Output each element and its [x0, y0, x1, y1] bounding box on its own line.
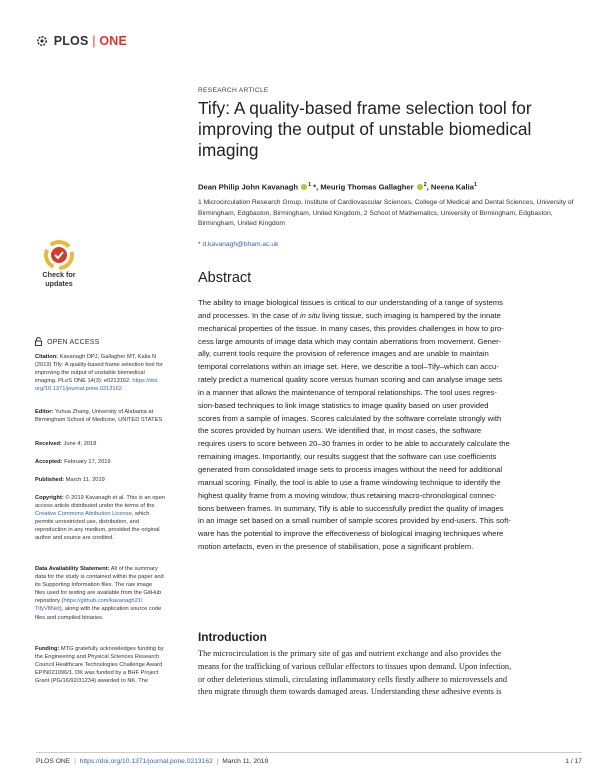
orcid-icon[interactable] — [417, 184, 423, 190]
open-access-badge — [35, 337, 100, 346]
abstract-line: tions between frames. In summary, Tify is able to successfully predict the quality of images — [198, 503, 504, 513]
abstract-body — [198, 297, 588, 554]
check-updates-line: updates — [45, 278, 73, 288]
abstract-line: the scores provided by human users. We identified that, in most cases, the software — [198, 426, 482, 436]
orcid-icon[interactable] — [301, 184, 307, 190]
plos-logo-icon — [36, 35, 48, 47]
copyright-line: author and source are credited. — [35, 535, 115, 542]
introduction-body — [198, 648, 590, 699]
doi-link[interactable]: org/10.1371/journal.pone.0213162 — [35, 386, 122, 393]
data-line: ), along with the application source code — [59, 606, 162, 613]
editor-line: Birmingham School of Medicine, UNITED STATES — [35, 417, 163, 424]
published-date — [35, 476, 187, 484]
abstract-line: and processes. In the case of in situ living tissue, such imaging is hampered by the innate — [198, 310, 501, 320]
copyright-block — [35, 494, 187, 543]
citation-block — [35, 353, 187, 393]
copyright-label: Copyright: — [35, 495, 64, 501]
published-value: March 11, 2019 — [65, 477, 105, 483]
funding-block — [35, 645, 187, 685]
article-title: Tify: A quality-based frame selection tool for improving the output of unstable biomedical imaging — [198, 98, 532, 161]
copyright-line: © 2019 Kavanagh et al. This is an open — [65, 495, 165, 501]
editor-block — [35, 408, 187, 424]
data-line: data for the study is contained within the paper and — [35, 574, 164, 581]
author-name[interactable]: Dean Philip John Kavanagh — [198, 182, 299, 192]
data-line: repository ( — [35, 598, 64, 605]
abstract-line: requires users to score between 20–30 frames in order to be able to accurately calculate the — [198, 439, 510, 449]
abstract-line: remaining images. Importantly, our results suggest that the software can use coefficients — [198, 452, 497, 462]
data-availability-block — [35, 565, 187, 622]
abstract-line: motion artefacts, even in the presence of stabilisation, pose a significant problem. — [198, 542, 474, 552]
abstract-line: rately predict a numerical quality score versus human scoring and can analyse image sets — [198, 375, 503, 385]
funding-line: MTG gratefully acknowledges funding by — [60, 646, 164, 652]
open-lock-icon — [35, 337, 42, 346]
copyright-line: permits unrestricted use, distribution, and — [35, 519, 140, 526]
editor-line: Yuhua Zhang, University of Alabama at — [54, 409, 154, 415]
footer-date: March 11, 2019 — [222, 758, 269, 765]
affiliation-ref: 2 — [423, 182, 427, 188]
data-line: its Supporting Information files. The raw image — [35, 582, 153, 589]
received-value: June 4, 2018 — [63, 441, 97, 447]
check-for-updates-badge[interactable] — [33, 240, 85, 296]
citation-line: Kavanagh DPJ, Gallagher MT, Kalia N — [59, 354, 157, 360]
footer-divider — [36, 752, 582, 753]
funding-line: Grant (PG/16/92/31234) awarded to NK. The — [35, 678, 149, 685]
abstract-line: sion-based techniques to link image statistics to image quality based on user provided — [198, 400, 489, 410]
footer-separator: | — [74, 758, 76, 765]
abstract-line: in a manner that allows the maintenance of temporal relationships. The tool uses regres- — [198, 387, 497, 397]
data-availability-label: Data Availability Statement: — [35, 566, 110, 572]
affiliation-ref: 1 — [308, 182, 312, 188]
abstract-line: ware has the potential to improve the effectiveness of biological imaging techniques where — [198, 529, 504, 539]
funding-line: the Engineering and Physical Sciences Research — [35, 654, 160, 661]
abstract-line: scores from a sample of images. Scores calculated by the software correlate strongly with — [198, 413, 502, 423]
email-mark: * — [198, 241, 201, 248]
accepted-value: February 17, 2019 — [64, 459, 111, 465]
github-link[interactable]: https://github.com/kavanagh21/ — [63, 598, 143, 605]
abstract-line: ally, current tools require the provision of reference images and are unable to maintain — [198, 349, 489, 359]
footer-separator: | — [216, 758, 219, 765]
journal-logo[interactable] — [36, 34, 127, 48]
data-line: files and compiled binaries. — [35, 614, 104, 621]
copyright-line: access article distributed under the terms of the — [35, 503, 155, 510]
logo-separator: | — [92, 34, 96, 48]
intro-line: then migrate through them towards damaged areas. Understanding these adhesive events is — [198, 687, 502, 697]
page-footer — [36, 758, 268, 765]
intro-line: The microcirculation is the primary site of gas and nutrient exchange and also provides the — [198, 649, 502, 658]
abstract-heading: Abstract — [198, 270, 252, 286]
abstract-line: The ability to image biological tissues is critical to our understanding of a range of systems — [198, 298, 503, 307]
page-number: 1 / 17 — [565, 758, 582, 765]
logo-one: ONE — [99, 34, 128, 48]
accepted-label: Accepted: — [35, 459, 63, 465]
article-type: RESEARCH ARTICLE — [198, 87, 269, 94]
corresponding-mark: *, — [313, 182, 319, 192]
doi-link[interactable]: https://doi. — [132, 378, 159, 385]
github-link[interactable]: TifyV8Net — [35, 606, 60, 613]
abstract-line: cess large amounts of image data which may contain aberrations from movement. Gener- — [198, 336, 502, 346]
abstract-line: manual scoring. Finally, the tool is able to use a frame windowing technique to identify the — [198, 477, 501, 487]
license-link[interactable]: Creative Commons Attribution License — [35, 511, 132, 518]
funding-label: Funding: — [35, 646, 60, 652]
abstract-line: mechanical properties of the tissue. In many cases, this provides challenges in how to pro- — [198, 323, 504, 333]
funding-line: EP/N021096/1. DK was funded by a BHF Project — [35, 670, 159, 677]
citation-line: improving the output of unstable biomedical — [35, 370, 145, 377]
author-separator: , — [426, 182, 429, 192]
copyright-line: reproduction in any medium, provided the original — [35, 527, 160, 534]
author-name[interactable]: Meurig Thomas Gallagher — [320, 182, 414, 192]
received-date — [35, 440, 187, 448]
email-link[interactable]: d.kavanagh@bham.ac.uk — [202, 241, 279, 248]
author-list — [198, 182, 477, 192]
footer-doi-link[interactable]: https://doi.org/10.1371/journal.pone.0213162 — [79, 758, 213, 765]
abstract-line: temporal correlations within an image set. Here, we describe a tool–Tify–which can accu- — [198, 362, 499, 372]
copyright-line: , which — [131, 511, 150, 518]
abstract-line: generated from consolidated image sets to process images without the need for additional — [198, 464, 503, 474]
check-updates-line: Check for — [42, 270, 76, 279]
intro-line: or other deleterious stimuli, circulating inflammatory cells firstly adhere to microvessels and — [198, 674, 508, 684]
data-line: files used for testing are available from the GitHub — [35, 590, 162, 597]
data-line: All of the summary — [110, 566, 158, 572]
received-label: Received: — [35, 441, 62, 447]
logo-plos: PLOS — [53, 34, 89, 48]
open-access-label: OPEN ACCESS — [47, 339, 100, 346]
affiliations: 1 Microcirculation Research Group, Institute of Cardiovascular Sciences, College of Medical and Dental Sciences, University of Birmingham, Edgbaston, Birmingham, United Kingdom, 2 School of Mathematics, University of Birmingham, Edgbaston, Birmingham, United Kingdom — [198, 199, 574, 227]
author-name[interactable]: Neena Kalia — [430, 182, 474, 192]
corresponding-email — [198, 241, 278, 248]
accepted-date — [35, 458, 187, 466]
published-label: Published: — [35, 477, 65, 483]
citation-label: Citation: — [35, 354, 59, 360]
citation-line: (2019) Tify: A quality-based frame selection tool for — [35, 362, 163, 369]
editor-label: Editor: — [35, 409, 54, 415]
footer-journal: PLOS ONE — [36, 758, 71, 765]
introduction-heading: Introduction — [198, 630, 267, 644]
citation-line: imaging. PLoS ONE 14(3): e0213162. — [35, 378, 131, 385]
check-updates-icon — [44, 240, 74, 270]
intro-line: means for the trafficking of various cellular effectors to tissues upon demand. Upon infection, — [198, 661, 512, 671]
abstract-line: highest quality frame from a moving window, thus retaining macro-chronological connec- — [198, 490, 497, 500]
funding-line: Council Healthcare Technologies Challenge Award — [35, 662, 163, 669]
affiliation-ref: 1 — [473, 182, 477, 188]
abstract-line: in an image set based on a small number of sample scores provided by end-users. This soft- — [198, 516, 511, 526]
